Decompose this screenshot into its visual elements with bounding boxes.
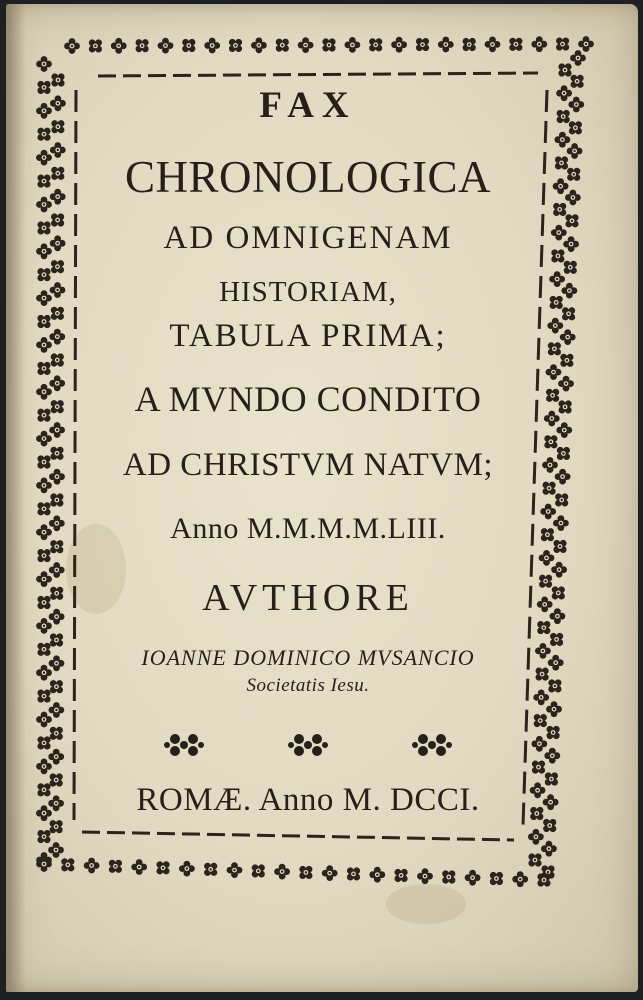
fleuron-border-icon xyxy=(47,69,69,91)
fleuron-border-icon xyxy=(50,282,66,298)
title-line-anno: Anno M.M.M.M.LIII. xyxy=(170,512,446,545)
fleuron-border-icon xyxy=(485,37,501,53)
fleuron-border-icon xyxy=(539,550,555,566)
fleuron-border-icon xyxy=(49,469,65,485)
fleuron-border-icon xyxy=(46,209,68,231)
fleuron-border-icon xyxy=(567,143,583,159)
fleuron-border-icon xyxy=(458,33,480,55)
fleuron-border-icon xyxy=(345,37,361,53)
fleuron-border-icon xyxy=(274,864,290,880)
fleuron-border-icon xyxy=(48,795,64,811)
author-affiliation: Societatis Iesu. xyxy=(246,675,370,696)
fleuron-border-icon xyxy=(48,749,64,765)
fleuron-border-icon xyxy=(555,469,571,485)
fleuron-border-icon xyxy=(49,609,65,625)
fleuron-border-icon xyxy=(295,861,317,883)
title-line-fax: FAX xyxy=(259,85,357,126)
fleuron-border-icon xyxy=(390,864,412,886)
fleuron-border-icon xyxy=(36,150,52,166)
fleuron-border-icon xyxy=(36,103,52,119)
fleuron-border-icon xyxy=(36,431,52,447)
fleuron-border-icon xyxy=(50,189,66,205)
fleuron-border-icon xyxy=(84,858,100,874)
fleuron-border-icon xyxy=(322,865,338,881)
fleuron-border-icon xyxy=(36,618,52,634)
fleuron-border-icon xyxy=(547,318,563,334)
fleuron-border-icon xyxy=(50,235,66,251)
fleuron-border-icon xyxy=(49,702,65,718)
fleuron-border-icon xyxy=(570,50,586,66)
fleuron-icon xyxy=(286,728,330,762)
fleuron-border-icon xyxy=(36,384,52,400)
fleuron-border-icon xyxy=(46,349,68,371)
fleuron-border-icon xyxy=(57,854,79,876)
fleuron-border-icon xyxy=(50,95,66,111)
fleuron-border-icon xyxy=(33,76,55,98)
fleuron-icon xyxy=(162,728,206,762)
title-line-historiam: HISTORIAM, xyxy=(219,276,397,308)
fleuron-border-icon xyxy=(33,357,55,379)
fleuron-border-icon xyxy=(563,236,579,252)
fleuron-border-icon xyxy=(47,116,69,138)
fleuron-border-icon xyxy=(49,375,65,391)
fleuron-border-icon xyxy=(550,608,566,624)
fleuron-border-icon xyxy=(131,35,153,57)
fleuron-border-icon xyxy=(438,37,454,53)
fleuron-border-icon xyxy=(33,264,55,286)
fleuron-border-icon xyxy=(411,33,433,55)
fleuron-border-icon xyxy=(200,858,222,880)
fleuron-border-icon xyxy=(224,34,246,56)
fleuron-border-icon xyxy=(131,859,147,875)
imprint-line: ROMÆ. Anno M. DCCI. xyxy=(136,782,480,818)
fleuron-border-icon xyxy=(204,38,220,54)
fleuron-border-icon xyxy=(298,37,314,53)
fleuron-border-icon xyxy=(485,867,507,889)
fleuron-border-icon xyxy=(528,829,544,845)
fleuron-border-icon xyxy=(318,34,340,56)
fleuron-border-icon xyxy=(551,33,573,55)
fleuron-border-icon xyxy=(227,862,243,878)
fleuron-border-icon xyxy=(49,655,65,671)
fleuron-border-icon xyxy=(365,34,387,56)
fleuron-border-icon xyxy=(271,34,293,56)
fleuron-border-icon xyxy=(512,871,528,887)
fleuron-border-icon xyxy=(247,860,269,882)
fleuron-border-icon xyxy=(568,97,584,113)
fleuron-border-icon xyxy=(505,33,527,55)
fleuron-border-icon xyxy=(47,162,69,184)
fleuron-border-icon xyxy=(49,329,65,345)
fleuron-border-icon xyxy=(548,655,564,671)
fleuron-border-icon xyxy=(36,337,52,353)
title-line-authore: AVTHORE xyxy=(202,577,414,619)
fleuron-border-icon xyxy=(36,759,52,775)
fleuron-border-icon xyxy=(438,866,460,888)
fleuron-border-icon xyxy=(48,842,64,858)
fleuron-border-icon xyxy=(158,38,174,54)
fleuron-border-icon xyxy=(152,857,174,879)
fleuron-border-icon xyxy=(49,515,65,531)
fleuron-border-icon xyxy=(36,571,52,587)
fleuron-border-icon xyxy=(465,870,481,886)
fleuron-border-icon xyxy=(251,37,267,53)
fleuron-border-icon xyxy=(36,290,52,306)
fleuron-border-icon xyxy=(342,863,364,885)
fleuron-border-icon xyxy=(556,422,572,438)
fleuron-border-icon xyxy=(50,142,66,158)
fleuron-border-icon xyxy=(560,329,576,345)
fleuron-border-icon xyxy=(33,217,55,239)
fleuron-border-icon xyxy=(84,35,106,57)
fleuron-border-icon xyxy=(556,85,572,101)
title-line-tabula-prima: TABULA PRIMA; xyxy=(169,318,447,354)
fleuron-border-icon xyxy=(33,170,55,192)
fleuron-border-icon xyxy=(111,38,127,54)
author-name: IOANNE DOMINICO MVSANCIO xyxy=(141,645,475,670)
title-line-a-mundo-condito: A MVNDO CONDITO xyxy=(134,379,482,419)
fleuron-border-icon xyxy=(417,868,433,884)
fleuron-border-icon xyxy=(64,38,80,54)
fleuron-border-icon xyxy=(553,178,569,194)
fleuron-border-icon xyxy=(46,302,68,324)
fleuron-icon xyxy=(410,728,454,762)
fleuron-border-icon xyxy=(546,701,562,717)
fleuron-border-icon xyxy=(531,36,547,52)
fleuron-border-icon xyxy=(555,132,571,148)
fleuron-border-icon xyxy=(46,256,68,278)
fleuron-border-icon xyxy=(36,712,52,728)
fleuron-border-icon xyxy=(49,422,65,438)
fleuron-border-icon xyxy=(553,515,569,531)
fleuron-border-icon xyxy=(391,37,407,53)
fleuron-border-icon xyxy=(36,524,52,540)
fleuron-border-icon xyxy=(104,855,126,877)
fleuron-border-icon xyxy=(178,34,200,56)
title-line-ad-christum-natum: AD CHRISTVM NATVM; xyxy=(122,447,494,483)
fleuron-border-icon xyxy=(541,841,557,857)
fleuron-border-icon xyxy=(179,861,195,877)
fleuron-border-icon xyxy=(36,805,52,821)
fleuron-border-icon xyxy=(558,376,574,392)
fleuron-border-icon xyxy=(369,867,385,883)
fleuron-border-icon xyxy=(36,243,52,259)
ornament-divider xyxy=(68,728,548,767)
fleuron-border-icon xyxy=(551,225,567,241)
fleuron-border-icon xyxy=(565,190,581,206)
title-line-chronologica: CHRONOLOGICA xyxy=(125,152,491,202)
fleuron-border-icon xyxy=(49,562,65,578)
fleuron-border-icon xyxy=(36,478,52,494)
fleuron-border-icon xyxy=(549,271,565,287)
fleuron-border-icon xyxy=(33,123,55,145)
fleuron-border-icon xyxy=(551,562,567,578)
fleuron-border-icon xyxy=(578,36,594,52)
fleuron-border-icon xyxy=(33,310,55,332)
fleuron-border-icon xyxy=(36,197,52,213)
fleuron-border-icon xyxy=(36,56,52,72)
fleuron-border-icon xyxy=(36,665,52,681)
title-line-ad-omnigenam: AD OMNIGENAM xyxy=(163,220,453,256)
fleuron-border-icon xyxy=(562,283,578,299)
